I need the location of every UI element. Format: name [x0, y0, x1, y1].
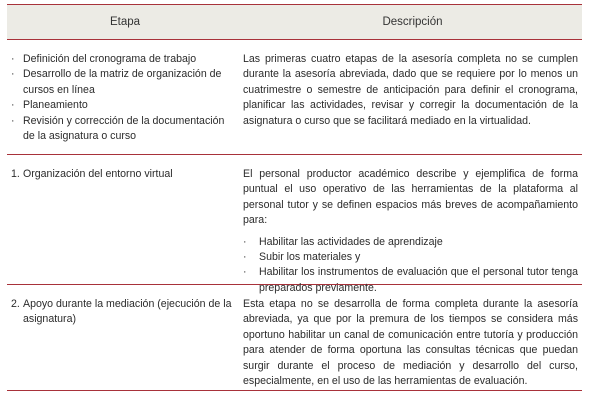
- stages-table: [7, 4, 582, 391]
- table-row: [7, 40, 582, 155]
- stage-list: [11, 52, 235, 144]
- header-descripcion: Descripción: [382, 16, 443, 28]
- bullet-icon: ·: [243, 266, 247, 279]
- stage-label: Apoyo durante la mediación (ejecución de la asignatura): [23, 298, 232, 326]
- description-list: [243, 235, 578, 297]
- description-list-item: · Subir los materiales y: [243, 250, 578, 265]
- description-text: El personal productor académico describe y ejemplifica de forma puntual el uso operativo de las herramientas de la plataforma al personal tutor y se definen espacios más breves de acompañamiento para:: [243, 168, 578, 227]
- bullet-icon: ·: [11, 114, 15, 127]
- bullet-icon: ·: [243, 235, 247, 248]
- stage-cell: [7, 52, 243, 154]
- description-list-item: · Habilitar las actividades de aprendizaje: [243, 235, 578, 250]
- stage-label: Organización del entorno virtual: [23, 168, 173, 180]
- stage-number: 2.: [11, 298, 20, 310]
- description-cell: [243, 167, 582, 294]
- header-etapa: Etapa: [109, 16, 141, 28]
- stage-number: 1.: [11, 168, 20, 180]
- table-header: [7, 5, 582, 40]
- description-cell: Esta etapa no se desarrolla de forma completa durante la asesoría abreviada, ya que por la premura de los tiempos se considera más oportuno habilitar un canal de comunicación entre tutoría y producción para atender de forma oportuna las consultas técnicas que puedan surgir durante el proceso de mediación y desarrollo del curso, especialmente, en el uso de las herramientas de evaluación.: [243, 298, 578, 388]
- bullet-icon: ·: [11, 99, 15, 112]
- stage-list-item: · Definición del cronograma de trabajo: [11, 52, 235, 67]
- bullet-icon: ·: [243, 251, 247, 264]
- stage-cell: [7, 297, 243, 390]
- bullet-icon: ·: [11, 68, 15, 81]
- description-list-item: · Habilitar los instrumentos de evaluación que el personal tutor tenga preparados previamente.: [243, 266, 578, 294]
- bullet-icon: ·: [11, 53, 15, 65]
- stage-list-item: · Planeamiento: [11, 98, 235, 113]
- stage-list-item: · Desarrollo de la matriz de organización de cursos en línea: [11, 68, 222, 96]
- description-cell: Las primeras cuatro etapas de la asesoría completa no se cumplen durante la asesoría abreviada, dado que se requiere por lo menos un cuatrimestre o semestre de anticipación para definir el cronograma, planificar las actividades, revisar y corregir la documentación de la asignatura o curso que se facilitará mediado en la virtualidad.: [243, 53, 578, 127]
- stage-list-item: · Revisión y corrección de la documentación de la asignatura o curso: [11, 114, 225, 143]
- table-row: [7, 285, 582, 391]
- stage-cell: [7, 167, 243, 284]
- table-row: [7, 155, 582, 294]
